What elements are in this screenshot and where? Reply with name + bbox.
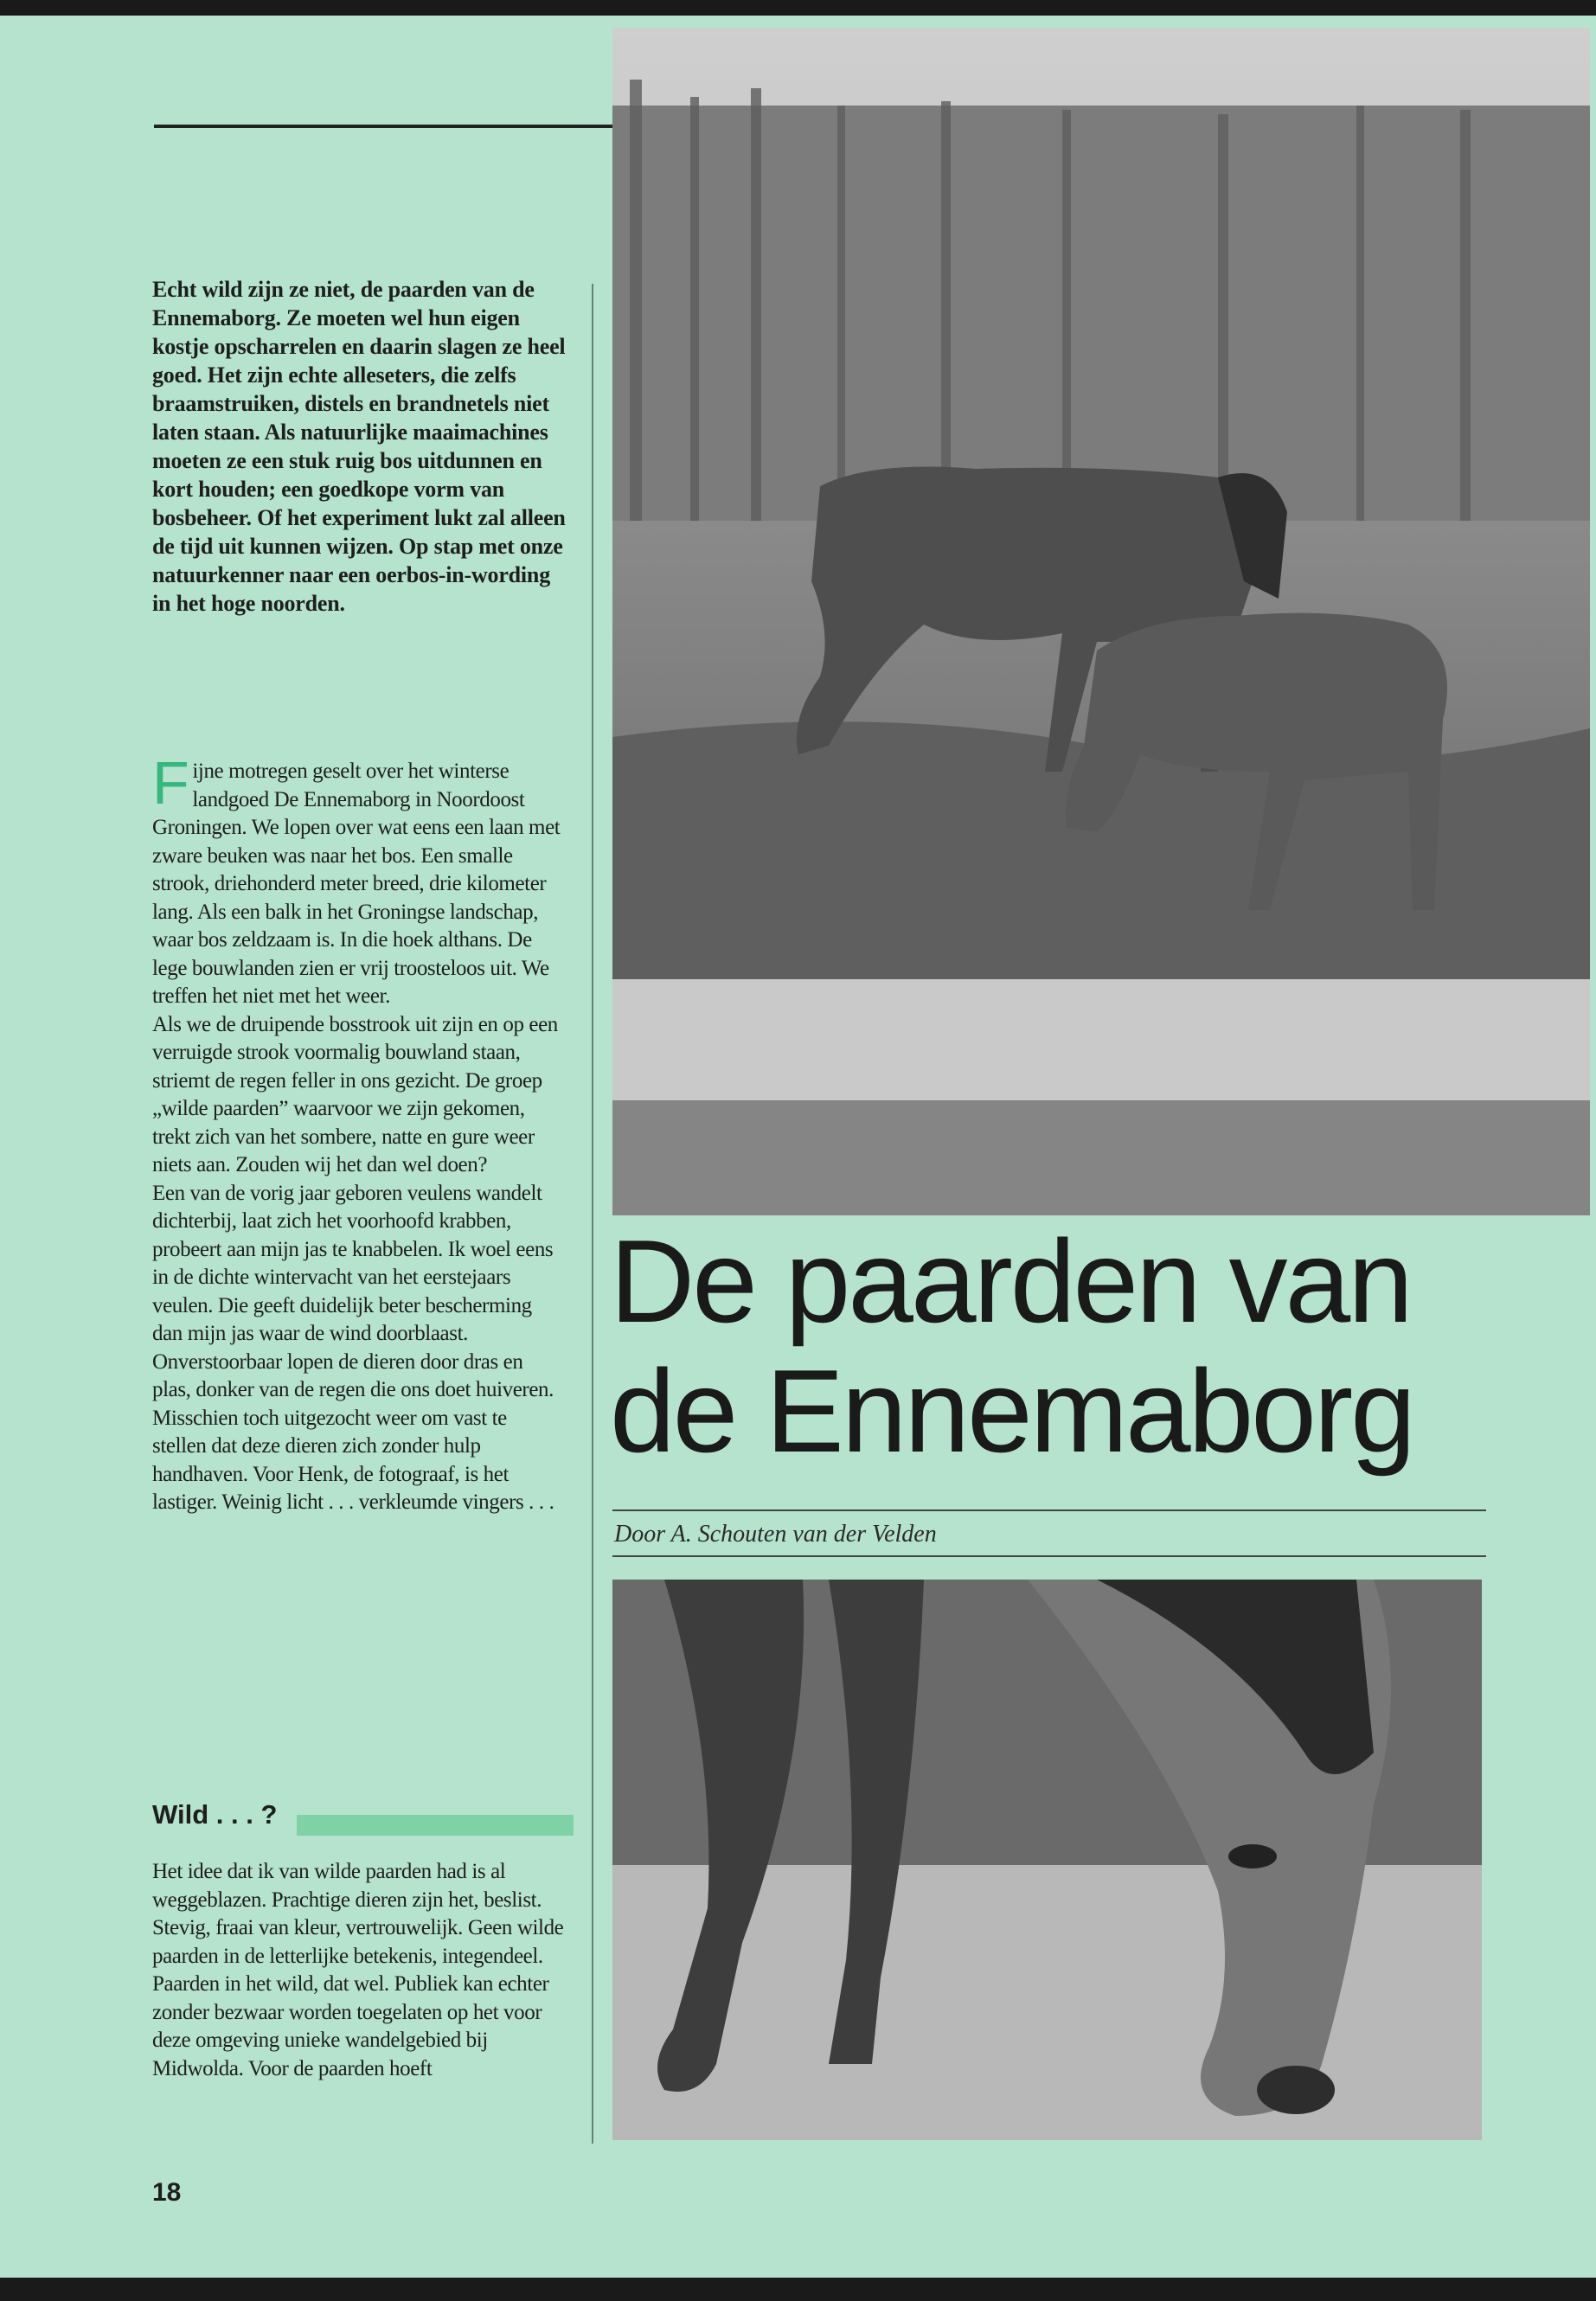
byline-rule-top [612,1509,1486,1511]
body-paragraph-2: Als we de druipende bosstrook uit zijn en op een verruigde strook voormalig bouwland staan, striemt de regen feller in ons gezicht. De groep „wilde paarden” waarvoor we zijn gekomen, trekt zich van het sombere, natte en gure weer niets aan. Zouden wij het dan wel doen? [152,1012,558,1176]
headline-line-2: de Ennemaborg [610,1345,1413,1477]
subhead-text: Wild . . . ? [152,1799,278,1830]
subhead-bar [297,1815,574,1836]
body-column [152,749,564,1517]
top-rule [154,125,612,128]
headline-line-1: De paarden van [610,1215,1411,1347]
body-paragraph-4: Het idee dat ik van wilde paarden had is al weggeblazen. Prachtige dieren zijn het, beslist. Stevig, fraai van kleur, vertrouwelijk. Geen wilde paarden in de letterlijke betekenis, integendeel. Paarden in het wild, dat wel. Publiek kan echter zonder bezwaar worden toegelaten op het voor deze omgeving unieke wandelgebied bij Midwolda. Voor de paarden hoeft [152,1860,564,2080]
body-column-2 [152,1858,564,2083]
photo-horses-grazing [612,28,1590,1215]
intro-paragraph: Echt wild zijn ze niet, de paarden van de Ennemaborg. Ze moeten wel hun eigen kostje opscharrelen en daarin slagen ze heel goed. Het zijn echte alleseters, die zelfs braamstruiken, distels en brandnetels niet laten staan. Als natuurlijke maaimachines moeten ze een stuk ruig bos uitdunnen en kort houden; een goedkope vorm van bosbeheer. Of het experiment lukt zal alleen de tijd uit kunnen wijzen. Op stap met onze natuurkenner naar een oerbos-in-wording in het hoge noorden. [152,277,566,616]
body-paragraph-1: Fijne motregen geselt over het winterse landgoed De Ennemaborg in Noordoost Groningen. We lopen over wat eens een laan met zware beuken was naar het bos. Een smalle strook, driehonderd meter breed, drie kilometer lang. Als een balk in het Groningse landschap, waar bos zeldzaam is. In die hoek althans. De lege bouwlanden zien er vrij troosteloos uit. We treffen het niet met het weer. [152,749,561,1008]
byline-rule-bottom [612,1555,1486,1557]
magazine-page [0,16,1596,2278]
byline: Door A. Schouten van der Velden [614,1521,937,1548]
headline [610,1216,1579,1476]
body-paragraph-3: Een van de vorig jaar geboren veulens wandelt dichterbij, laat zich het voorhoofd krabben, probeert aan mijn jas te knabbelen. Ik woel eens in de dichte wintervacht van het eerstejaars veulen. Die geeft duidelijk beter bescherming dan mijn jas waar de wind doorblaast. Onverstoorbaar lopen de dieren door dras en plas, donker van de regen die ons doet huiveren. Misschien toch uitgezocht weer om vast te stellen dat deze dieren zich zonder hulp handhaven. Voor Henk, de fotograaf, is het lastiger. Weinig licht . . . verkleumde vingers . . . [152,1181,554,1514]
column-rule [592,284,593,2144]
page-number: 18 [152,2178,182,2207]
subhead [152,1799,576,1834]
drop-cap: F [152,749,189,817]
photo-horse-closeup [612,1580,1482,2140]
